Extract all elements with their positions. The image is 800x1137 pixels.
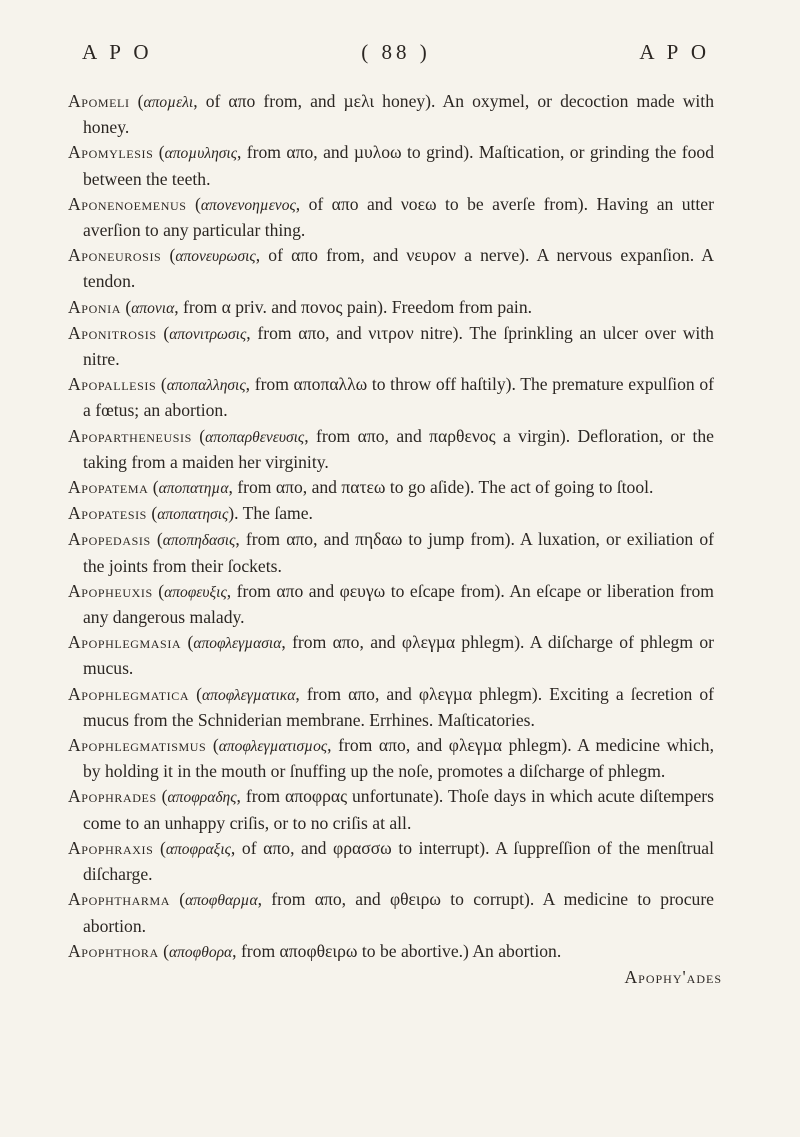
entry-open-paren: ( xyxy=(153,142,165,163)
entry-definition: , of απο from, and µελι honey). An oxymel, or decoction made with honey. xyxy=(83,91,714,138)
entry-term: Apopedasis xyxy=(68,529,151,550)
entry-definition: , from απο, and πατεω to go aſide). The act of going to ſtool. xyxy=(228,477,654,498)
dictionary-entry xyxy=(68,140,714,191)
entry-term: Apophlegmatismus xyxy=(68,735,207,756)
entry-term: Aponia xyxy=(68,296,121,317)
entry-open-paren: ( xyxy=(186,193,201,214)
entry-definition: , from αποφρας unfortunate). Thoſe days in which acute diſtempers come to an unhappy criſis, or to no criſis at all. xyxy=(83,786,714,833)
entry-definition: , from απο, and φθειρω to corrupt). A medicine to procure abortion. xyxy=(83,889,714,936)
entry-open-paren: ( xyxy=(206,735,219,756)
entry-greek: αποµελι xyxy=(143,94,194,111)
entry-definition: , from απο, and παρθενος a virgin). Defloration, or the taking from a maiden her virginity. xyxy=(83,425,714,472)
dictionary-entry xyxy=(68,295,714,321)
entry-definition: , from απο, and πηδαω to jump from). A luxation, or exiliation of the joints from their ſockets. xyxy=(83,529,714,576)
dictionary-entry xyxy=(68,501,714,527)
entry-open-paren: ( xyxy=(161,245,176,266)
entry-term: Aponenoemenus xyxy=(68,193,187,214)
entry-term: Aponeurosis xyxy=(68,245,162,266)
dictionary-entry xyxy=(68,579,714,630)
entry-open-paren: ( xyxy=(153,837,166,858)
entry-greek: αποφθορα xyxy=(168,943,233,961)
dictionary-entry xyxy=(68,89,714,140)
entry-open-paren: ( xyxy=(189,683,203,704)
dictionary-entry xyxy=(68,887,714,938)
header-left: A P O xyxy=(82,40,153,64)
running-header xyxy=(82,40,710,70)
entry-greek: αποπαλλησις xyxy=(166,377,246,395)
entry-open-paren: ( xyxy=(156,322,170,343)
entry-definition: , of απο, and φρασσω to interrupt). A ſuppreſſion of the menſtrual diſcharge. xyxy=(83,837,714,885)
dictionary-entry xyxy=(68,424,714,475)
dictionary-entry xyxy=(68,836,714,887)
entry-definition: , from α priv. and πονος pain). Freedom from pain. xyxy=(174,296,533,317)
dictionary-entry xyxy=(68,321,714,372)
entry-term: Apopartheneusis xyxy=(68,425,192,446)
dictionary-entry xyxy=(68,527,714,578)
entry-term: Apopheuxis xyxy=(68,580,153,601)
dictionary-entry xyxy=(68,939,714,965)
entry-greek: αποφθαρµα xyxy=(185,892,258,910)
entry-definition: , from αποπαλλω to throw off haſtily). The premature expulſion of a fœtus; an abortion. xyxy=(83,374,714,421)
dictionary-entry xyxy=(68,682,714,733)
dictionary-entry xyxy=(68,630,714,681)
entry-definition: , from απο and φευγω to eſcape from). An eſcape or liberation from any dangerous malady. xyxy=(83,580,714,628)
entry-term: Apomylesis xyxy=(68,142,154,163)
entry-term: Apophlegmasia xyxy=(68,632,182,653)
entry-greek: απονενοηµενος xyxy=(200,196,296,214)
entry-term: Apopatema xyxy=(68,477,149,498)
entry-definition: ). The ſame. xyxy=(228,503,313,524)
entry-term: Apomeli xyxy=(68,91,130,111)
entry-open-paren: ( xyxy=(191,425,206,446)
entry-open-paren: ( xyxy=(129,91,144,111)
entry-greek: αποφραδης xyxy=(167,789,237,807)
entry-definition: , of απο and νοεω to be averſe from). Having an utter averſion to any particular thing. xyxy=(83,193,714,241)
entry-list xyxy=(68,89,714,965)
entry-greek: αποµυλησις xyxy=(164,145,237,163)
entry-open-paren: ( xyxy=(148,477,159,498)
entry-open-paren: ( xyxy=(156,374,167,395)
entry-open-paren: ( xyxy=(152,580,165,601)
entry-greek: αποφευξις xyxy=(164,583,227,601)
entry-greek: αποπηδασις xyxy=(162,532,236,550)
entry-term: Aponitrosis xyxy=(68,322,157,343)
entry-term: Apopatesis xyxy=(68,503,147,524)
entry-greek: αποφλεγµατισµος xyxy=(218,738,328,756)
entry-term: Apopallesis xyxy=(68,374,157,395)
entry-greek: αποφλεγµασια xyxy=(193,635,282,653)
entry-open-paren: ( xyxy=(158,940,169,961)
entry-greek: απονιτρωσις xyxy=(169,325,247,343)
dictionary-entry xyxy=(68,733,714,784)
catchword: Apophy'ades xyxy=(624,966,722,987)
entry-greek: αποπατηµα xyxy=(158,480,229,498)
entry-open-paren: ( xyxy=(150,529,163,550)
entry-open-paren: ( xyxy=(156,786,168,807)
entry-term: Apophlegmatica xyxy=(68,683,190,704)
header-right: A P O xyxy=(639,40,710,64)
dictionary-entry xyxy=(68,192,714,243)
entry-greek: απονια xyxy=(131,299,175,317)
entry-greek: αποπατησις xyxy=(157,506,229,524)
entry-definition: , from αποφθειρω to be abortive.) An abortion. xyxy=(232,940,562,961)
entry-open-paren: ( xyxy=(181,632,194,653)
entry-term: Apophthora xyxy=(68,940,159,961)
entry-open-paren: ( xyxy=(120,296,132,317)
entry-definition: , from απο, and µυλοω to grind). Maſtication, or grinding the food between the teeth. xyxy=(83,142,714,189)
entry-greek: αποπαρθενευσις xyxy=(205,428,305,446)
entry-greek: αποφλεγµατικα xyxy=(202,686,296,704)
entry-definition: , from απο, and φλεγµα phlegm). A diſcharge of phlegm or mucus. xyxy=(83,632,715,679)
entry-open-paren: ( xyxy=(170,889,186,910)
dictionary-entry xyxy=(68,372,714,423)
entry-greek: απονευρωσις xyxy=(175,248,256,266)
entry-definition: , of απο from, and νευρον a nerve). A nervous expanſion. A tendon. xyxy=(83,245,714,292)
entry-definition: , from απο, and νιτρον nitre). The ſprinkling an ulcer over with nitre. xyxy=(83,322,714,370)
page-number: ( 88 ) xyxy=(361,40,431,64)
entry-definition: , from απο, and φλεγµα phlegm). Exciting a ſecretion of mucus from the Schniderian membrane. Errhines. Maſticatories. xyxy=(83,683,715,730)
dictionary-entry xyxy=(68,475,714,501)
entry-open-paren: ( xyxy=(146,503,158,524)
entry-term: Apophrades xyxy=(68,786,157,807)
entry-term: Apophraxis xyxy=(68,837,154,858)
dictionary-entry xyxy=(68,784,714,835)
entry-term: Apophtharma xyxy=(68,889,170,910)
entry-greek: αποφραξις xyxy=(165,840,231,858)
entry-definition: , from απο, and φλεγµα phlegm). A medicine which, by holding it in the mouth or ſnuffing up the noſe, promotes a diſcharge of phlegm. xyxy=(83,735,714,782)
dictionary-entry xyxy=(68,243,714,294)
